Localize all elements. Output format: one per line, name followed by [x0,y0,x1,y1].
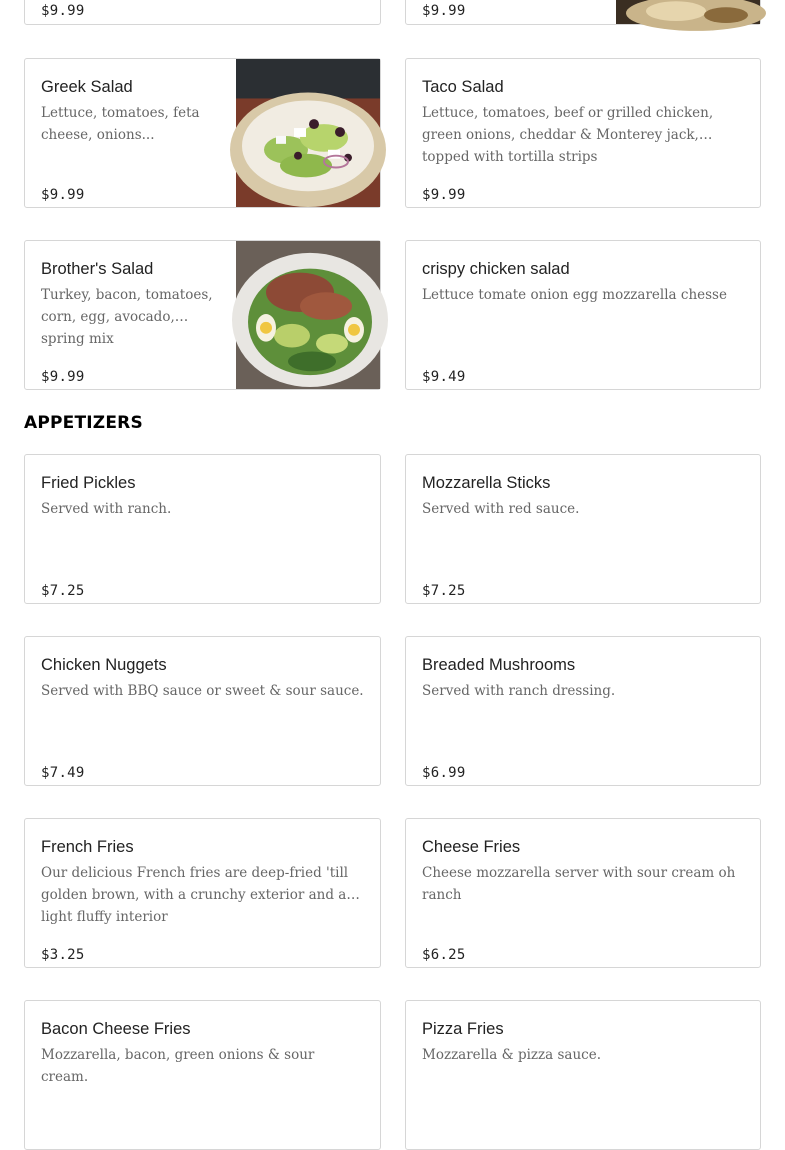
menu-item-card-cheese-fries[interactable] [405,818,761,968]
item-price: $7.25 [41,583,85,599]
menu-item-card-pizza-fries[interactable] [405,1000,761,1150]
menu-item-card-bacon-cheese-fries[interactable] [24,1000,381,1150]
item-description: Turkey, bacon, tomatoes, corn, egg, avocado, spring mix [41,287,213,347]
item-name: Greek Salad [41,78,133,96]
greek-salad-photo [236,59,380,207]
menu-item-card-chicken-nuggets[interactable] [24,636,381,786]
menu-item-card-taco-salad[interactable] [405,58,761,208]
menu-item-card-greek-salad[interactable] [24,58,381,208]
item-price: $9.99 [41,3,85,19]
brothers-salad-photo [236,241,380,389]
item-description: Lettuce tomate onion egg mozzarella chesse [422,287,727,303]
item-price: $3.25 [41,947,85,963]
food-photo [616,0,760,24]
section-title-appetizers: APPETIZERS [24,413,143,433]
item-price: $7.25 [422,583,466,599]
item-price: $7.49 [41,765,85,781]
item-name: Cheese Fries [422,838,521,856]
item-description: Lettuce, tomatoes, beef or grilled chicken, green onions, cheddar & Monterey jack, topped with tortilla strips [422,105,714,165]
menu-item-card-fried-pickles[interactable] [24,454,381,604]
item-name: Mozzarella Sticks [422,474,551,492]
item-name: French Fries [41,838,134,856]
item-price: $9.49 [422,369,466,385]
item-name: Taco Salad [422,78,504,96]
item-description: Mozzarella, bacon, green onions & sour cream. [41,1047,315,1085]
item-price: $9.99 [422,3,466,19]
item-price: $9.99 [422,187,466,203]
item-description: Lettuce, tomatoes, feta cheese, onions... [41,105,200,143]
menu-item-card-partial-left[interactable] [24,0,381,25]
item-price: $6.99 [422,765,466,781]
item-description: Served with ranch. [41,501,172,517]
menu-item-card-brothers-salad[interactable] [24,240,381,390]
item-price: $9.99 [41,187,85,203]
item-name: Chicken Nuggets [41,656,167,674]
item-description: Mozzarella & pizza sauce. [422,1047,601,1063]
item-name: Bacon Cheese Fries [41,1020,191,1038]
item-name: Fried Pickles [41,474,136,492]
item-description: Served with red sauce. [422,501,580,517]
item-description: Served with BBQ sauce or sweet & sour sauce. [41,683,364,699]
menu-item-card-partial-right[interactable] [405,0,761,25]
item-name: Brother's Salad [41,260,154,278]
item-description: Served with ranch dressing. [422,683,616,699]
item-description: Cheese mozzarella server with sour cream oh ranch [422,865,736,903]
item-name: Breaded Mushrooms [422,656,576,674]
item-description: Our delicious French fries are deep-fried 'till golden brown, with a crunchy exterior and a light fluffy interior [41,865,349,925]
item-price: $6.25 [422,947,466,963]
item-name: crispy chicken salad [422,260,570,278]
menu-item-card-french-fries[interactable] [24,818,381,968]
menu-item-card-breaded-mushrooms[interactable] [405,636,761,786]
item-price: $9.99 [41,369,85,385]
item-name: Pizza Fries [422,1020,504,1038]
menu-item-card-crispy-chicken-salad[interactable] [405,240,761,390]
menu-item-card-mozzarella-sticks[interactable] [405,454,761,604]
